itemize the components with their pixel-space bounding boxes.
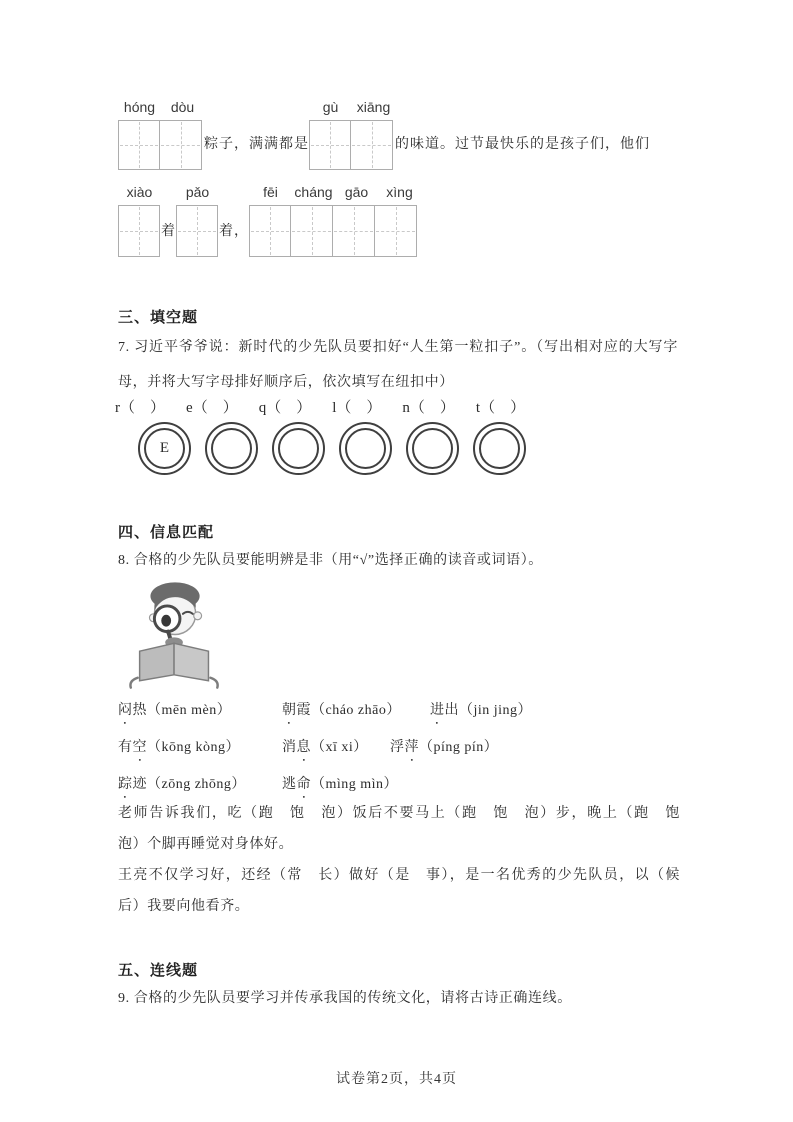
choice-row	[118, 737, 680, 759]
writing-grid-gu-xiang	[309, 99, 395, 170]
pinyin-label: cháng	[294, 184, 333, 200]
lowercase-letter: n	[402, 400, 410, 416]
pinyin-choice-item: 消息（xī xi）	[282, 740, 368, 755]
writing-cells	[176, 205, 219, 257]
pinyin-writing-row-1	[118, 99, 650, 170]
q8-paragraph-1: 老师告诉我们，吃（跑 饱 泡）饭后不要马上（跑 饱 泡）步，晚上（跑 饱 泡）个脚再睡觉对身体好。	[118, 806, 695, 852]
button-answer-circle	[339, 422, 392, 475]
button-inner	[412, 428, 453, 469]
pinyin-label: gù	[322, 99, 339, 115]
sentence-fragment: 着	[161, 224, 176, 239]
button-answer-circle	[205, 422, 258, 475]
button-answer-circle	[138, 422, 191, 475]
writing-grid-hong-dou	[118, 99, 204, 170]
pinyin-choice-item: 闷热（mēn mèn）	[118, 703, 232, 718]
writing-grid-pao	[176, 184, 219, 257]
pinyin-writing-row-2	[118, 184, 421, 257]
lowercase-letter: e	[186, 400, 193, 416]
writing-cell	[351, 120, 393, 170]
writing-cells	[309, 120, 395, 170]
question-9-text: 9. 合格的少先队员要学习并传承我国的传统文化，请将古诗正确连线。	[118, 991, 572, 1006]
pinyin-label: xìng	[386, 184, 413, 200]
button-inner	[211, 428, 252, 469]
pinyin-labels	[249, 184, 421, 205]
choice-row	[118, 700, 680, 722]
writing-grid-fei-chang-gao-xing	[249, 184, 421, 257]
section-heading-info-match: 四、信息匹配	[118, 524, 215, 541]
pinyin-label: fēi	[263, 184, 278, 200]
pinyin-label: gāo	[344, 184, 369, 200]
pinyin-labels	[118, 99, 204, 120]
pinyin-label: xiào	[126, 184, 153, 200]
writing-cell	[118, 120, 160, 170]
question-8-text: 8. 合格的少先队员要能明辨是非（用“√”选择正确的读音或词语）。	[118, 553, 543, 568]
choice-row	[118, 774, 680, 796]
sentence-fragment: 的味道。过节最快乐的是孩子们，他们	[395, 137, 650, 152]
sentence-fragment: 粽子，满满都是	[204, 137, 309, 152]
section-heading-fill-blanks: 三、填空题	[118, 309, 199, 326]
writing-cell	[249, 205, 291, 257]
lowercase-letter: t	[475, 400, 481, 416]
pinyin-label: hóng	[123, 99, 156, 115]
section-heading-line-match: 五、连线题	[118, 962, 199, 979]
letter-slot	[332, 396, 381, 417]
lowercase-letter: l	[332, 400, 337, 416]
writing-cells	[249, 205, 421, 257]
pinyin-label: dòu	[170, 99, 195, 115]
lowercase-letter: q	[258, 400, 267, 416]
button-answer-circle	[473, 422, 526, 475]
button-inner	[345, 428, 386, 469]
writing-cell	[333, 205, 375, 257]
writing-cells	[118, 120, 204, 170]
sentence-fragment: 着，	[219, 224, 249, 239]
boy-reading-illustration	[118, 576, 236, 695]
pinyin-label: pǎo	[185, 184, 210, 200]
letter-slot	[115, 396, 165, 417]
pinyin-choice-item: 有空（kōng kòng）	[118, 740, 240, 755]
pinyin-labels	[176, 184, 219, 205]
button-inner	[479, 428, 520, 469]
writing-cell	[176, 205, 218, 257]
answer-bracket: （ ）	[192, 400, 238, 416]
q7-letter-row	[115, 396, 525, 417]
pinyin-choice-item: 逃命（mìng mìn）	[282, 777, 399, 792]
boy-with-magnifier-icon	[118, 576, 236, 690]
q8-choice-list	[118, 700, 680, 811]
writing-cell	[118, 205, 160, 257]
page-footer: 试卷第2页，共4页	[336, 1072, 457, 1087]
letter-slot	[476, 396, 525, 417]
writing-cell	[160, 120, 202, 170]
letter-slot	[186, 396, 238, 417]
pinyin-choice-item: 进出（jin jing）	[430, 703, 533, 718]
pinyin-choice-item: 浮萍（píng pín）	[390, 740, 499, 755]
pinyin-choice-item: 踪迹（zōng zhōng）	[118, 777, 246, 792]
answer-bracket: （ ）	[480, 400, 526, 416]
writing-cells	[118, 205, 161, 257]
answer-bracket: （ ）	[409, 400, 455, 416]
button-answer-circle	[272, 422, 325, 475]
pinyin-choice-item: 朝霞（cháo zhāo）	[282, 703, 401, 718]
writing-grid-xiao	[118, 184, 161, 257]
answer-bracket: （ ）	[336, 400, 382, 416]
q8-paragraph-2: 王亮不仅学习好，还经（常 长）做好（是 事），是一名优秀的少先队员，以（候 后）我要向他看齐。	[118, 868, 695, 914]
lowercase-letter: r	[115, 400, 120, 416]
answer-bracket: （ ）	[266, 400, 312, 416]
writing-cell	[309, 120, 351, 170]
writing-cell	[291, 205, 333, 257]
letter-slot	[402, 396, 455, 417]
pinyin-labels	[118, 184, 161, 205]
q7-button-row	[138, 422, 526, 475]
pinyin-labels	[309, 99, 395, 120]
question-7-text: 7. 习近平爷爷说：新时代的少先队员要扣好“人生第一粒扣子”。（写出相对应的大写字母，并将大写字母排好顺序后，依次填写在纽扣中）	[118, 340, 678, 390]
writing-cell	[375, 205, 417, 257]
answer-bracket: （ ）	[120, 400, 166, 416]
pinyin-label: xiāng	[356, 99, 391, 115]
button-answer-circle	[406, 422, 459, 475]
letter-slot	[259, 396, 312, 417]
button-inner	[278, 428, 319, 469]
button-inner: E	[144, 428, 185, 469]
